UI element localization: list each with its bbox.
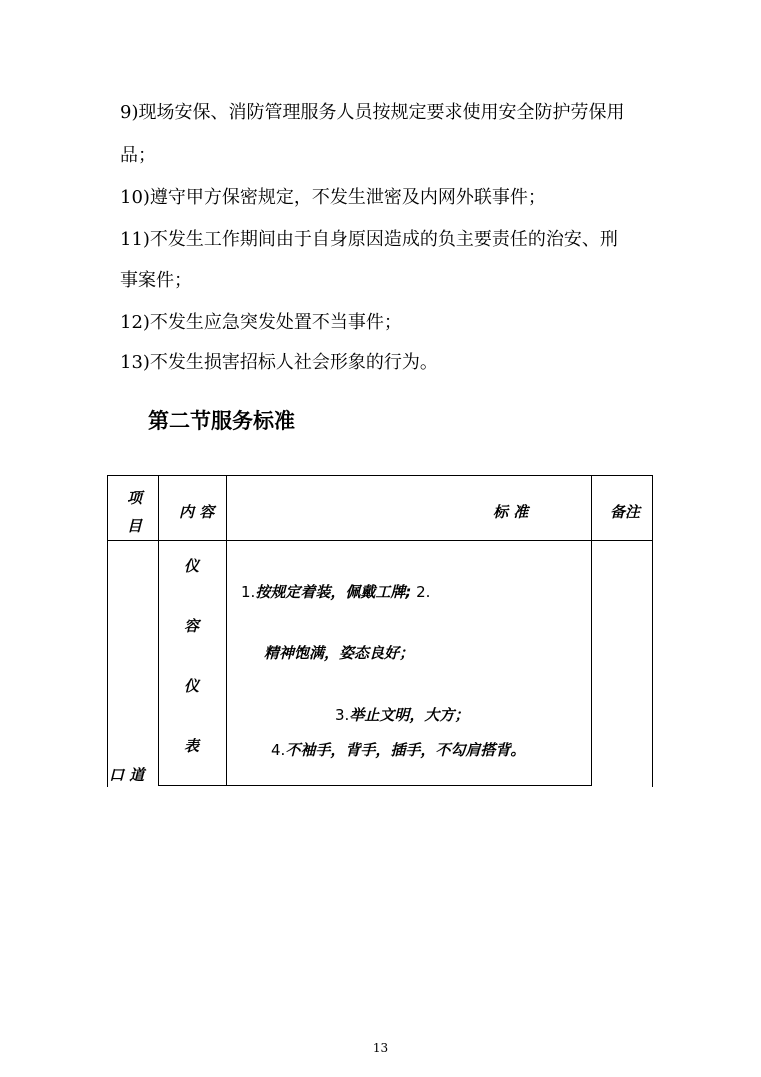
table-col-divider-1	[158, 475, 159, 786]
list-item-11-cont: 事案件；	[120, 270, 192, 291]
content-char-4: 表	[184, 737, 200, 755]
standard-text-2: 精神饱满，姿态良好；	[264, 644, 415, 662]
table-header-divider	[107, 540, 653, 541]
service-standard-table	[107, 475, 653, 787]
table-col-divider-2	[226, 475, 227, 786]
content-char-1: 仪	[184, 557, 200, 575]
list-item-9: 9)现场安保、消防管理服务人员按规定要求使用安全防护劳保用	[120, 102, 625, 123]
header-remark: 备注	[610, 503, 641, 521]
table-col-divider-3	[591, 475, 592, 786]
standard-num-3: 3.	[335, 706, 350, 724]
row-item: 口 道	[109, 766, 145, 784]
header-content: 内 容	[179, 503, 215, 521]
page-number: 13	[372, 1041, 389, 1055]
header-item-line1: 项	[127, 489, 143, 507]
list-item-11: 11)不发生工作期间由于自身原因造成的负主要责任的治安、刑	[120, 229, 618, 250]
list-item-9-cont: 品；	[120, 145, 156, 166]
list-item-12: 12)不发生应急突发处置不当事件；	[120, 312, 402, 333]
section-heading: 第二节服务标准	[148, 409, 295, 433]
standard-num-1: 1.	[241, 583, 256, 601]
standard-num-2: 2.	[411, 583, 431, 601]
table-border-top	[107, 475, 653, 476]
table-border-right	[652, 475, 653, 787]
standard-num-4: 4.	[271, 741, 286, 759]
standard-line-1	[241, 581, 430, 602]
content-char-3: 仪	[184, 677, 200, 695]
standard-text-3: 举止文明，大方；	[349, 706, 470, 724]
header-item-line2: 目	[127, 517, 143, 535]
header-standard: 标 准	[493, 503, 529, 521]
standard-text-4: 不袖手，背手，插手，不勾肩搭背。	[285, 741, 526, 759]
table-row-bottom	[158, 785, 591, 786]
table-border-left	[107, 475, 108, 787]
standard-line-4	[271, 739, 525, 760]
list-item-10: 10)遵守甲方保密规定，不发生泄密及内网外联事件；	[120, 187, 546, 208]
standard-line-3	[335, 704, 469, 725]
content-char-2: 容	[184, 617, 200, 635]
list-item-13: 13)不发生损害招标人社会形象的行为。	[120, 352, 438, 373]
standard-text-1: 按规定着装，佩戴工牌;	[255, 583, 412, 601]
